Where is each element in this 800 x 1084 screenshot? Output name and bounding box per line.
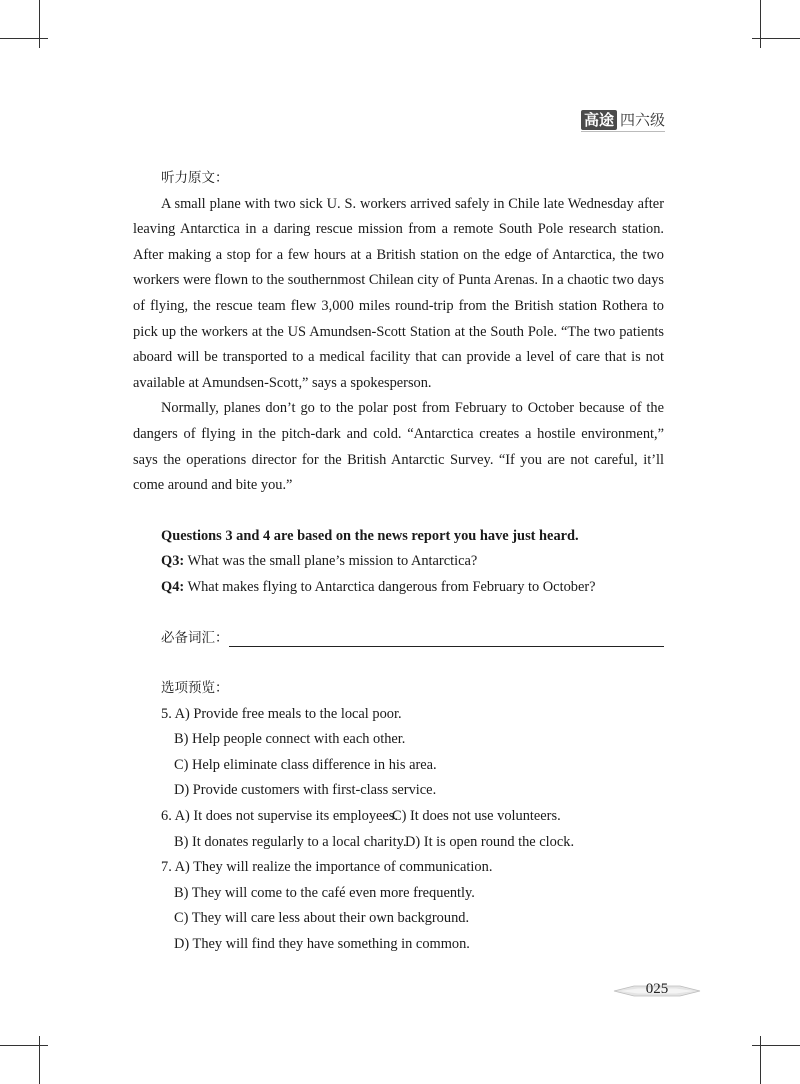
option-row-6-bd: [161, 830, 664, 856]
crop-mark: [39, 0, 40, 48]
question-label: Q3:: [161, 553, 185, 570]
page-number-text: 025: [645, 981, 669, 997]
option-5c: C) Help eliminate class difference in his area.: [174, 756, 437, 773]
option-6d: D) It is open round the clock.: [405, 833, 575, 850]
questions-title: Questions 3 and 4 are based on the news report you have just heard.: [161, 527, 579, 544]
options-preview: [133, 676, 664, 958]
option-6c: C) It does not use volunteers.: [392, 808, 561, 825]
vocab-line: [133, 626, 664, 652]
crop-mark: [0, 1045, 48, 1046]
crop-mark: [760, 0, 761, 48]
option-5a: 5. A) Provide free meals to the local poor.: [161, 705, 402, 722]
option-7d: D) They will find they have something in common.: [174, 936, 470, 953]
crop-mark: [0, 38, 48, 39]
option-7a: 7. A) They will realize the importance of communication.: [161, 859, 493, 876]
option-7c: C) They will care less about their own background.: [174, 910, 470, 927]
crop-mark: [752, 38, 800, 39]
crop-mark: [760, 1036, 761, 1084]
option-6a: 6. A) It does not supervise its employees.: [161, 808, 399, 825]
option-5b: B) Help people connect with each other.: [174, 731, 406, 748]
questions-block: [133, 524, 664, 601]
option-row-6-ac: [161, 804, 664, 830]
question-text: What makes flying to Antarctica dangerous from February to October?: [187, 578, 596, 595]
crop-mark: [39, 1036, 40, 1084]
transcript-paragraph: A small plane with two sick U. S. workers arrived safely in Chile late Wednesday after leaving Antarctica in a daring rescue mission from a remote South Pole research station. After making a stop for a few hours at a British station on the edge of Antarctica, the two workers were flown to the southernmost Chilean city of Punta Arenas. In a chaotic two days of flying, the rescue team flew 3,000 miles round-trip from the British station Rothera to pick up the workers at the US Amundsen-Scott Station at the South Pole. “The two patients aboard will be transported to a medical facility that can provide a level of care that is not available at Amundsen-Scott,” says a spokesperson.: [133, 195, 664, 391]
options-heading: 选项预览：: [161, 680, 229, 697]
header-brand: [581, 110, 665, 130]
transcript-paragraph: Normally, planes don’t go to the polar post from February to October because of the dangers of flying in the pitch-dark and cold. “Antarctica creates a hostile environment,” says the operations director for the British Antarctic Survey. “If you are not careful, it’ll come around and bite you.”: [133, 400, 664, 494]
header-rule: [581, 131, 665, 132]
brand-logo: 高途: [581, 110, 617, 130]
vocab-label: 必备词汇：: [161, 629, 229, 646]
option-7b: B) They will come to the café even more frequently.: [174, 884, 475, 901]
brand-subtitle: 四六级: [620, 111, 666, 129]
page-number: [612, 980, 702, 1002]
crop-mark: [752, 1045, 800, 1046]
question-item: [161, 575, 664, 601]
question-item: [161, 549, 664, 575]
vocab-blank[interactable]: [229, 628, 665, 647]
question-text: What was the small plane’s mission to Antarctica?: [187, 553, 478, 570]
option-6b: B) It donates regularly to a local charity.: [174, 833, 407, 850]
page-content: [133, 166, 664, 958]
transcript-heading: 听力原文：: [161, 170, 229, 186]
option-5d: D) Provide customers with first-class service.: [174, 782, 437, 799]
question-label: Q4:: [161, 578, 185, 595]
